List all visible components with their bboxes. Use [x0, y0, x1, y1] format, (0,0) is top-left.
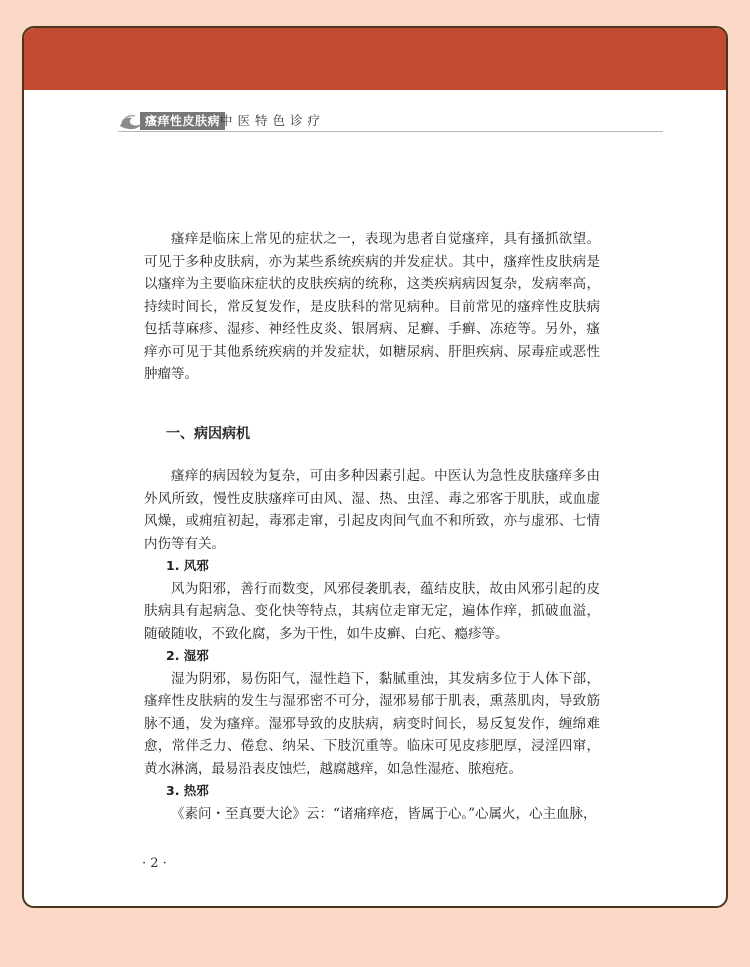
subheading-heat: 3. 热邪: [166, 783, 209, 798]
page-body: [144, 228, 600, 825]
paragraph-heat: 《素问・至真要大论》云：“诸痛痒疮，皆属于心。”心属火，心主血脉，: [171, 805, 597, 822]
page-number: · 2 ·: [142, 856, 167, 871]
page-top-band: [24, 28, 726, 90]
section-title: 一、病因病机: [166, 425, 250, 442]
intro-paragraph: 瘙痒是临床上常见的症状之一，表现为患者自觉瘙痒，具有搔抓欲望。可见于多种皮肤病，亦为某些系统疾病的并发症状。其中，瘙痒性皮肤病是以瘙痒为主要临床症状的皮肤疾病的统称，这类疾病病因复杂，发病率高，持续时间长，常反复发作，是皮肤科的常见病种。目前常见的瘙痒性皮肤病包括荨麻疹、湿疹、神经性皮炎、银屑病、足癣、手癣、冻疮等。另外，瘙痒亦可见于其他系统疾病的并发症状，如糖尿病、肝胆疾病、尿毒症或恶性肿瘤等。: [144, 231, 600, 382]
header-book-tag: 瘙痒性皮肤病: [140, 112, 225, 130]
paragraph-damp: 湿为阴邪，易伤阳气，湿性趋下，黏腻重浊，其发病多位于人体下部，瘙痒性皮肤病的发生与湿邪密不可分，湿邪易郁于肌表，熏蒸肌肉，导致筋脉不通，发为瘙痒。湿邪导致的皮肤病，病变时间长，易反复发作，缠绵难愈，常伴乏力、倦怠、纳呆、下肢沉重等。临床可见皮疹肥厚，浸淫四窜，黄水淋漓，最易沿表皮蚀烂，越腐越痒，如急性湿疮、脓疱疮。: [144, 670, 600, 777]
subheading-damp: 2. 湿邪: [166, 648, 209, 663]
subheading-wind: 1. 风邪: [166, 558, 209, 573]
section-intro-paragraph: 瘙痒的病因较为复杂，可由多种因素引起。中医认为急性皮肤瘙痒多由外风所致，慢性皮肤瘙痒可由风、湿、热、虫淫、毒之邪客于肌肤，或血虚风燥，或痈疽初起，毒邪走窜，引起皮肉间气血不和所致，亦与虚邪、七情内伤等有关。: [144, 468, 600, 552]
header-subtitle: 中医特色诊疗: [220, 113, 326, 128]
running-header: [118, 110, 663, 132]
paragraph-wind: 风为阳邪，善行而数变，风邪侵袭肌表，蕴结皮肤，故由风邪引起的皮肤病具有起病急、变化快等特点，其病位走窜无定，遍体作痒，抓破血溢，随破随收，不致化腐，多为干性，如牛皮癣、白疕、瘾疹等。: [144, 580, 600, 642]
header-rule: [118, 131, 663, 132]
